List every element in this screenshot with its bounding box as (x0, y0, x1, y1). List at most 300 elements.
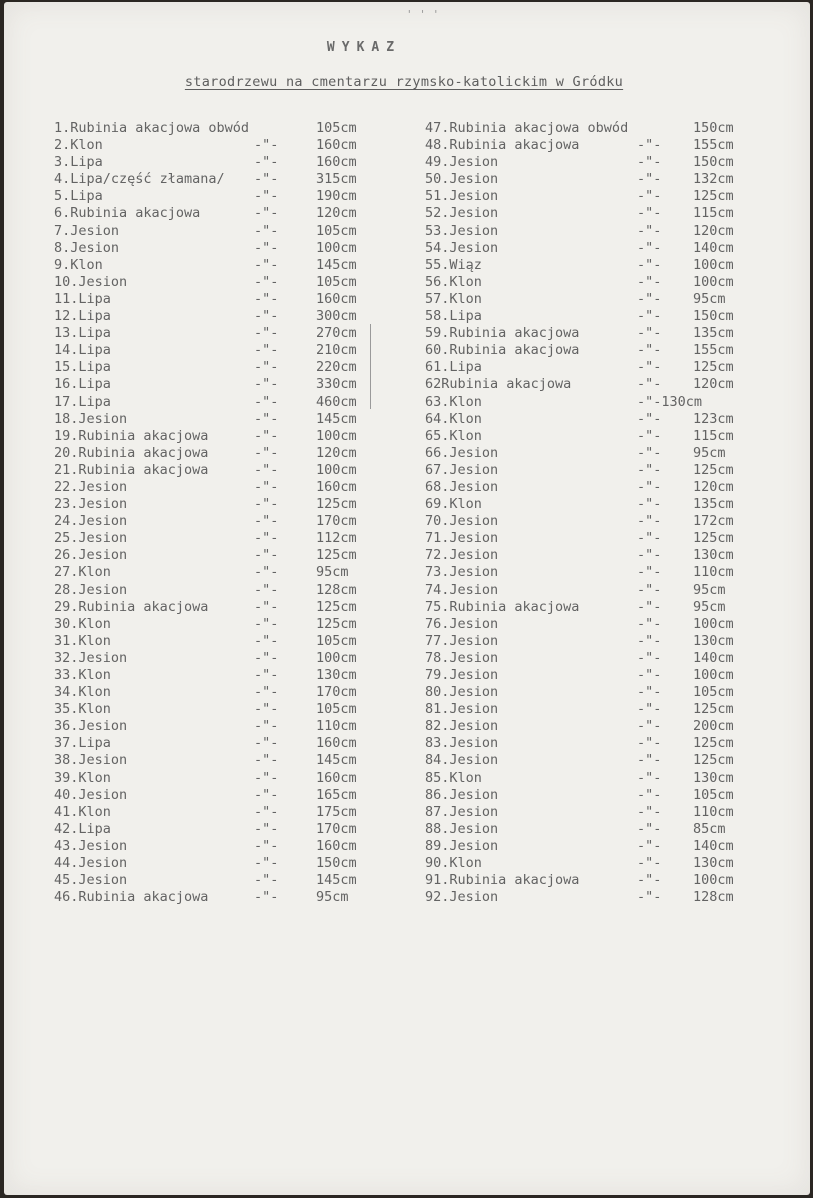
tree-entry (425, 496, 755, 513)
tree-entry (54, 257, 374, 274)
tree-name: 9.Klon (54, 256, 103, 273)
tree-name: 87.Jesion (425, 803, 499, 820)
tree-entry (54, 376, 374, 393)
tree-entry (425, 547, 755, 564)
ditto-mark: -"- (254, 564, 279, 581)
circumference: 165cm (316, 786, 357, 803)
ditto-mark: -"- (254, 359, 279, 376)
tree-name: 27.Klon (54, 564, 111, 581)
tree-entry (425, 462, 755, 479)
ditto-mark: -"- (637, 786, 662, 803)
tree-entry (425, 701, 755, 718)
tree-entry (425, 205, 755, 222)
tree-entry (425, 445, 755, 462)
tree-name: 60.Rubinia akacjowa (425, 342, 580, 359)
circumference: 130cm (693, 632, 734, 649)
circumference: 125cm (693, 701, 734, 718)
ditto-mark: -"- (254, 239, 279, 256)
circumference: 150cm (316, 855, 357, 872)
tree-name: 73.Jesion (425, 564, 499, 581)
ditto-mark: -"- (254, 649, 279, 666)
ditto-mark: -"- (637, 376, 662, 393)
ditto-mark: -"- (637, 718, 662, 735)
tree-name: 7.Jesion (54, 222, 120, 239)
circumference: 170cm (316, 513, 357, 530)
circumference: 160cm (316, 154, 357, 171)
tree-name: 45.Jesion (54, 872, 128, 889)
tree-name: 40.Jesion (54, 786, 128, 803)
circumference: 125cm (693, 752, 734, 769)
ditto-mark: -"- (254, 137, 279, 154)
circumference: 155cm (693, 137, 734, 154)
tree-name: 39.Klon (54, 769, 111, 786)
tree-name: 29.Rubinia akacjowa (54, 598, 209, 615)
circumference: 300cm (316, 308, 357, 325)
circumference: 172cm (693, 513, 734, 530)
tree-name: 24.Jesion (54, 513, 128, 530)
tree-name: 34.Klon (54, 684, 111, 701)
tree-name: 84.Jesion (425, 752, 499, 769)
ditto-mark: -"- (254, 718, 279, 735)
tree-entry (54, 616, 374, 633)
circumference: 120cm (693, 478, 734, 495)
circumference: 315cm (316, 171, 357, 188)
ditto-mark: -"- (637, 820, 662, 837)
circumference: 145cm (316, 410, 357, 427)
tree-entry (425, 513, 755, 530)
tree-name: 80.Jesion (425, 684, 499, 701)
tree-entry (425, 616, 755, 633)
circumference: 120cm (316, 205, 357, 222)
tree-name: 57.Klon (425, 290, 482, 307)
tree-entry (54, 171, 374, 188)
circumference: 150cm (693, 154, 734, 171)
ditto-mark: -"- (637, 632, 662, 649)
tree-name: 58.Lipa (425, 308, 482, 325)
tree-entry (54, 462, 374, 479)
circumference: 115cm (693, 427, 734, 444)
circumference: 105cm (316, 632, 357, 649)
ditto-mark: -"- (637, 564, 662, 581)
tree-name: 25.Jesion (54, 530, 128, 547)
tree-entry (425, 633, 755, 650)
tree-entry (425, 582, 755, 599)
ditto-mark: -"- (637, 803, 662, 820)
tree-entry (54, 855, 374, 872)
circumference: 220cm (316, 359, 357, 376)
ditto-mark: -"- (254, 752, 279, 769)
tree-name: 92.Jesion (425, 889, 499, 906)
circumference: 100cm (316, 649, 357, 666)
tree-name: 33.Klon (54, 667, 111, 683)
tree-name: 85.Klon (425, 769, 482, 786)
tree-entry (54, 718, 374, 735)
tree-entry (425, 223, 755, 240)
tree-name: 71.Jesion (425, 530, 499, 547)
ditto-mark: -"- (254, 205, 279, 222)
circumference: 100cm (693, 667, 734, 683)
ditto-mark: -"- (637, 461, 662, 478)
ditto-mark: -"- (637, 222, 662, 239)
tree-entry (54, 308, 374, 325)
circumference: 160cm (316, 837, 357, 854)
tree-name: 8.Jesion (54, 239, 120, 256)
tree-entry (54, 752, 374, 769)
tree-entry (425, 787, 755, 804)
ditto-mark: -"- (637, 649, 662, 666)
tree-name: 63.Klon (425, 393, 482, 410)
ditto-mark: -"- (637, 427, 662, 444)
ditto-mark: -"- (637, 359, 662, 376)
tree-name: 38.Jesion (54, 752, 128, 769)
circumference: 105cm (693, 684, 734, 701)
ditto-mark: -"- (254, 615, 279, 632)
tree-name: 50.Jesion (425, 171, 499, 188)
tree-entry (425, 257, 755, 274)
tree-entry (425, 821, 755, 838)
tree-name: 66.Jesion (425, 444, 499, 461)
ditto-mark: -"- (637, 205, 662, 222)
tree-entry (54, 633, 374, 650)
tree-name: 18.Jesion (54, 410, 128, 427)
circumference: 95cm (693, 290, 726, 307)
tree-name: 68.Jesion (425, 478, 499, 495)
circumference: 85cm (693, 820, 726, 837)
tree-name: 56.Klon (425, 273, 482, 290)
circumference: 135cm (693, 325, 734, 342)
tree-entry (54, 821, 374, 838)
tree-entry (425, 376, 755, 393)
ditto-mark: -"- (254, 872, 279, 889)
tree-entry (425, 804, 755, 821)
circumference: 105cm (316, 120, 357, 136)
tree-name: 64.Klon (425, 410, 482, 427)
tree-entry (425, 308, 755, 325)
circumference: 125cm (316, 496, 357, 513)
tree-name: 5.Lipa (54, 188, 103, 205)
tree-entry (54, 411, 374, 428)
tree-entry (425, 770, 755, 787)
tree-list-left (54, 120, 374, 906)
circumference: 95cm (316, 564, 349, 581)
ditto-mark: -"- (637, 769, 662, 786)
tree-name: 51.Jesion (425, 188, 499, 205)
tree-name: 47.Rubinia akacjowa obwód (425, 120, 629, 136)
tree-entry (425, 735, 755, 752)
circumference: 200cm (693, 718, 734, 735)
ditto-mark: -"- (637, 188, 662, 205)
ditto-mark: -"- (637, 256, 662, 273)
ditto-mark: -"- (637, 581, 662, 598)
tree-name: 49.Jesion (425, 154, 499, 171)
tree-entry (425, 240, 755, 257)
tree-entry (54, 735, 374, 752)
ditto-mark: -"- (254, 513, 279, 530)
tree-entry (54, 804, 374, 821)
tree-entry (54, 582, 374, 599)
tree-entry (425, 599, 755, 616)
tree-name: 61.Lipa (425, 359, 482, 376)
circumference: 460cm (316, 393, 357, 410)
ditto-mark: -"- (254, 256, 279, 273)
tree-name: 65.Klon (425, 427, 482, 444)
circumference: 170cm (316, 820, 357, 837)
tree-entry (425, 154, 755, 171)
circumference: 100cm (693, 256, 734, 273)
tree-entry (425, 171, 755, 188)
tree-name: 17.Lipa (54, 393, 111, 410)
tree-name: 69.Klon (425, 496, 482, 513)
tree-name: 86.Jesion (425, 786, 499, 803)
circumference: 160cm (316, 735, 357, 752)
circumference: 100cm (693, 872, 734, 889)
ditto-mark: -"- (637, 154, 662, 171)
ditto-mark: -"- (254, 889, 279, 906)
ditto-mark: -"- (637, 547, 662, 564)
tree-name: 82.Jesion (425, 718, 499, 735)
tree-entry (425, 188, 755, 205)
tree-entry (425, 564, 755, 581)
circumference: 128cm (316, 581, 357, 598)
circumference: 130cm (693, 855, 734, 872)
circumference: 130cm (316, 667, 357, 683)
ditto-mark: -"- (637, 513, 662, 530)
tree-entry (425, 325, 755, 342)
tree-entry (54, 889, 374, 906)
ditto-mark: -"- (637, 615, 662, 632)
ditto-mark: -"- (637, 325, 662, 342)
tree-name: 4.Lipa/część złamana/ (54, 171, 225, 188)
circumference: 100cm (316, 427, 357, 444)
tree-entry (425, 479, 755, 496)
ditto-mark: -"- (254, 410, 279, 427)
tree-name: 89.Jesion (425, 837, 499, 854)
circumference: 125cm (316, 598, 357, 615)
tree-entry (425, 120, 755, 137)
ditto-mark: -"- (637, 889, 662, 906)
tree-entry (54, 325, 374, 342)
tree-entry (54, 496, 374, 513)
circumference: 100cm (316, 239, 357, 256)
ditto-mark: -"- (254, 325, 279, 342)
circumference: 95cm (693, 444, 726, 461)
ditto-mark: -"- (254, 171, 279, 188)
ditto-mark: -"- (254, 803, 279, 820)
tree-entry (425, 855, 755, 872)
tree-entry (54, 428, 374, 445)
tree-entry (425, 650, 755, 667)
tree-entry (54, 291, 374, 308)
circumference: 125cm (693, 530, 734, 547)
tree-entry (54, 120, 374, 137)
tree-name: 15.Lipa (54, 359, 111, 376)
document-subtitle: starodrzewu na cmentarzu rzymsko-katolickim w Gródku (184, 74, 624, 90)
ditto-mark: -"- (254, 308, 279, 325)
tree-name: 75.Rubinia akacjowa (425, 598, 580, 615)
tree-name: 83.Jesion (425, 735, 499, 752)
circumference: 105cm (693, 786, 734, 803)
ditto-mark: -"- (254, 290, 279, 307)
tree-entry (54, 684, 374, 701)
tree-entry (54, 787, 374, 804)
tree-entry (425, 889, 755, 906)
tree-name: 3.Lipa (54, 154, 103, 171)
tree-entry (54, 223, 374, 240)
ditto-mark: -"- (637, 342, 662, 359)
tree-entry (54, 547, 374, 564)
ditto-mark: -"- (254, 632, 279, 649)
ditto-mark: -"- (254, 855, 279, 872)
tree-name: 14.Lipa (54, 342, 111, 359)
ditto-mark: -"- (254, 598, 279, 615)
tree-entry (425, 274, 755, 291)
circumference: 125cm (316, 547, 357, 564)
tree-name: 62Rubinia akacjowa (425, 376, 572, 393)
tree-name: 12.Lipa (54, 308, 111, 325)
ditto-mark: -"- (637, 855, 662, 872)
circumference: 95cm (693, 598, 726, 615)
tree-name: 19.Rubinia akacjowa (54, 427, 209, 444)
ditto-mark: -"- (254, 273, 279, 290)
tree-entry (425, 718, 755, 735)
circumference: 135cm (693, 496, 734, 513)
circumference: 140cm (693, 837, 734, 854)
circumference: 100cm (693, 273, 734, 290)
ditto-mark: -"- (254, 154, 279, 171)
tree-entry (54, 274, 374, 291)
tree-entry (54, 701, 374, 718)
tree-entry (54, 342, 374, 359)
circumference: 100cm (693, 615, 734, 632)
tree-name: 22.Jesion (54, 478, 128, 495)
tree-entry (54, 838, 374, 855)
tree-entry (54, 359, 374, 376)
tree-name: 88.Jesion (425, 820, 499, 837)
circumference: 150cm (693, 120, 734, 136)
ditto-mark: -"- (637, 735, 662, 752)
circumference: 145cm (316, 752, 357, 769)
circumference: 100cm (316, 461, 357, 478)
circumference: 105cm (316, 701, 357, 718)
tree-name: 67.Jesion (425, 461, 499, 478)
ditto-mark: -"- (254, 393, 279, 410)
tree-name: 13.Lipa (54, 325, 111, 342)
circumference: 115cm (693, 205, 734, 222)
ditto-mark: -"- (254, 222, 279, 239)
ditto-mark: -"- (254, 581, 279, 598)
tree-entry (425, 411, 755, 428)
ditto-mark: -"-130cm (637, 393, 703, 410)
tree-name: 78.Jesion (425, 649, 499, 666)
tree-entry (54, 154, 374, 171)
ditto-mark: -"- (637, 290, 662, 307)
tree-entry (425, 137, 755, 154)
tree-name: 79.Jesion (425, 667, 499, 683)
margin-line (370, 324, 371, 409)
circumference: 330cm (316, 376, 357, 393)
tree-name: 26.Jesion (54, 547, 128, 564)
tree-name: 10.Jesion (54, 273, 128, 290)
tree-name: 44.Jesion (54, 855, 128, 872)
ditto-mark: -"- (254, 342, 279, 359)
tree-entry (54, 564, 374, 581)
document-title: WYKAZ (326, 40, 402, 55)
circumference: 145cm (316, 256, 357, 273)
tree-name: 55.Wiąz (425, 256, 482, 273)
tree-entry (425, 752, 755, 769)
circumference: 210cm (316, 342, 357, 359)
circumference: 125cm (693, 359, 734, 376)
tree-name: 30.Klon (54, 615, 111, 632)
tree-name: 74.Jesion (425, 581, 499, 598)
tree-name: 1.Rubinia akacjowa obwód (54, 120, 250, 136)
circumference: 105cm (316, 273, 357, 290)
tree-name: 59.Rubinia akacjowa (425, 325, 580, 342)
ditto-mark: -"- (637, 478, 662, 495)
circumference: 160cm (316, 290, 357, 307)
ditto-mark: -"- (254, 769, 279, 786)
circumference: 125cm (693, 461, 734, 478)
tree-name: 32.Jesion (54, 649, 128, 666)
tree-entry (54, 770, 374, 787)
circumference: 155cm (693, 342, 734, 359)
tree-name: 23.Jesion (54, 496, 128, 513)
circumference: 160cm (316, 478, 357, 495)
tree-entry (425, 530, 755, 547)
tree-entry (425, 394, 755, 411)
ditto-mark: -"- (637, 872, 662, 889)
tree-name: 11.Lipa (54, 290, 111, 307)
tree-name: 6.Rubinia akacjowa (54, 205, 201, 222)
tree-entry (54, 513, 374, 530)
tree-name: 54.Jesion (425, 239, 499, 256)
circumference: 128cm (693, 889, 734, 906)
tree-entry (54, 394, 374, 411)
ditto-mark: -"- (637, 530, 662, 547)
ditto-mark: -"- (254, 667, 279, 683)
tree-name: 35.Klon (54, 701, 111, 718)
tree-name: 37.Lipa (54, 735, 111, 752)
circumference: 105cm (316, 222, 357, 239)
tree-entry (425, 428, 755, 445)
tree-name: 21.Rubinia akacjowa (54, 461, 209, 478)
ditto-mark: -"- (254, 496, 279, 513)
circumference: 140cm (693, 649, 734, 666)
tree-entry (54, 205, 374, 222)
ditto-mark: -"- (637, 496, 662, 513)
tree-name: 41.Klon (54, 803, 111, 820)
ditto-mark: -"- (637, 171, 662, 188)
tree-name: 31.Klon (54, 632, 111, 649)
tree-name: 76.Jesion (425, 615, 499, 632)
circumference: 112cm (316, 530, 357, 547)
circumference: 190cm (316, 188, 357, 205)
circumference: 130cm (693, 547, 734, 564)
circumference: 145cm (316, 872, 357, 889)
circumference: 170cm (316, 684, 357, 701)
ditto-mark: -"- (254, 837, 279, 854)
tree-entry (425, 359, 755, 376)
circumference: 125cm (693, 735, 734, 752)
ditto-mark: -"- (254, 444, 279, 461)
tree-name: 91.Rubinia akacjowa (425, 872, 580, 889)
ditto-mark: -"- (637, 667, 662, 683)
ditto-mark: -"- (637, 273, 662, 290)
tree-entry (425, 667, 755, 684)
ditto-mark: -"- (254, 547, 279, 564)
ditto-mark: -"- (254, 684, 279, 701)
tree-entry (54, 530, 374, 547)
